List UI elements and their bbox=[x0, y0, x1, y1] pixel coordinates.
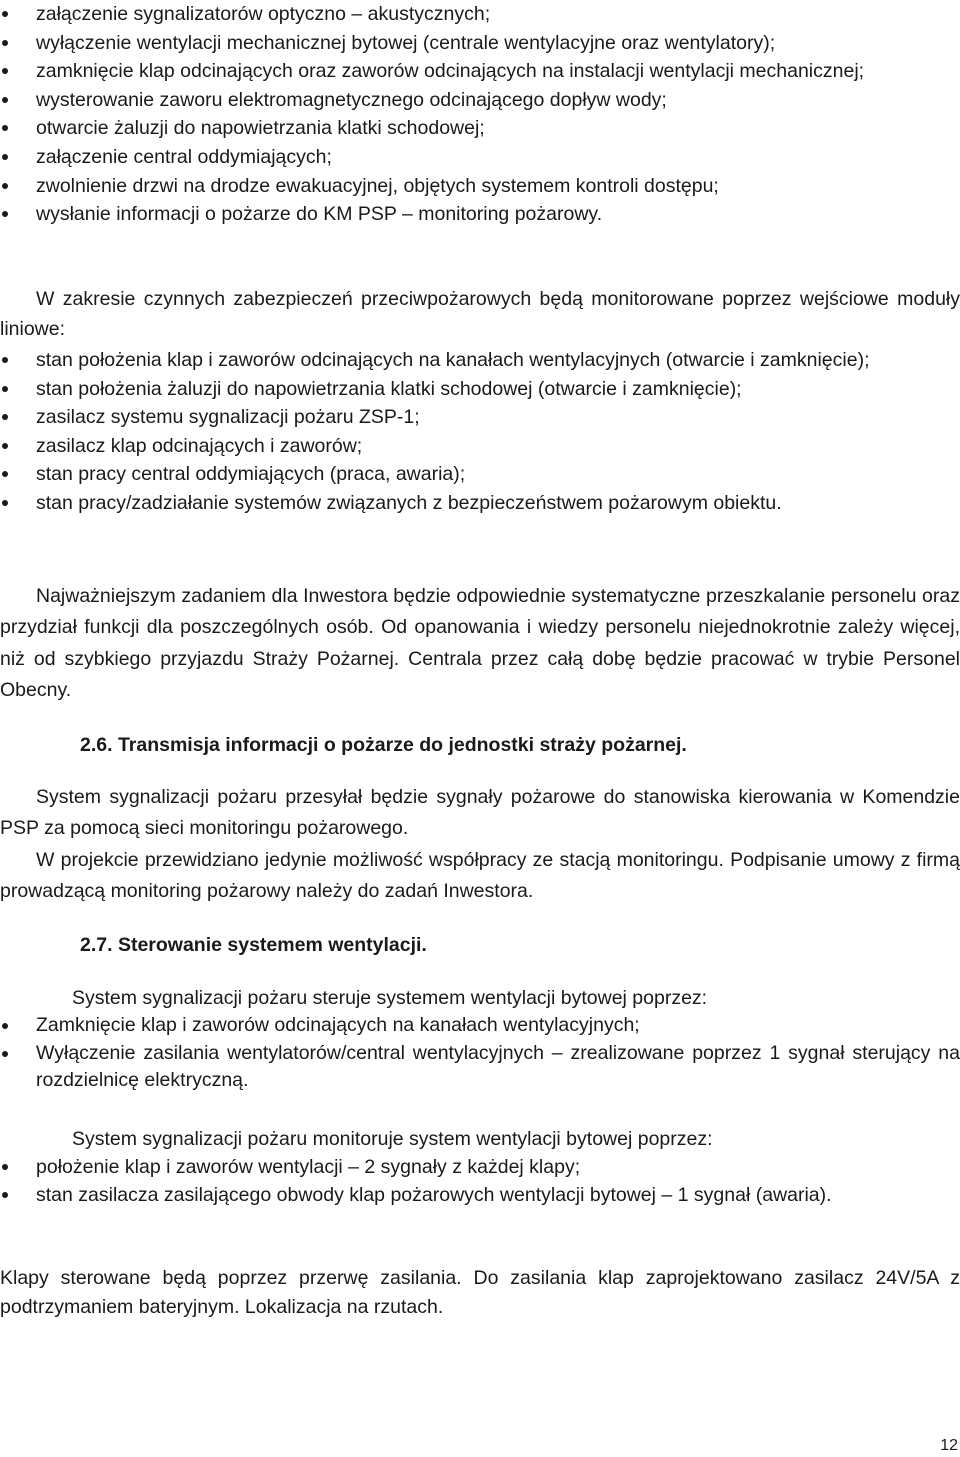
list-item: Zamknięcie klap i zaworów odcinających na kanałach wentylacyjnych; bbox=[0, 1012, 960, 1040]
list-item: stan zasilacza zasilającego obwody klap pożarowych wentylacji bytowej – 1 sygnał (awaria). bbox=[0, 1181, 960, 1209]
paragraph-najwazniejszym: Najważniejszym zadaniem dla Inwestora będzie odpowiednie systematyczne przeszkalanie personelu oraz przydział funkcji dla poszczególnych osób. Od opanowania i wiedzy personelu niejednokrotnie zależy więcej, niż od szybkiego przyjazdu Straży Pożarnej. Centrala przez całą dobę będzie pracować w trybie Personel Obecny. bbox=[0, 585, 960, 701]
list-item: stan położenia żaluzji do napowietrzania klatki schodowej (otwarcie i zamknięcie); bbox=[0, 375, 960, 404]
paragraph-steruje: System sygnalizacji pożaru steruje systemem wentylacji bytowej poprzez: bbox=[72, 987, 708, 1009]
paragraph-monitoring: W zakresie czynnych zabezpieczeń przeciwpożarowych będą monitorowane poprzez wejściowe moduły liniowe: bbox=[0, 288, 960, 340]
list-item: stan pracy central oddymiających (praca, awaria); bbox=[0, 460, 960, 489]
list-item: zasilacz klap odcinających i zaworów; bbox=[0, 432, 960, 461]
paragraph-monitoruje: System sygnalizacji pożaru monitoruje system wentylacji bytowej poprzez: bbox=[72, 1128, 713, 1150]
list-item: zwolnienie drzwi na drodze ewakuacyjnej, objętych systemem kontroli dostępu; bbox=[0, 172, 960, 201]
list-item: położenie klap i zaworów wentylacji – 2 sygnały z każdej klapy; bbox=[0, 1153, 960, 1181]
list-item: wyłączenie wentylacji mechanicznej bytowej (centrale wentylacyjne oraz wentylatory); bbox=[0, 29, 960, 58]
paragraph-system: System sygnalizacji pożaru przesyłał będzie sygnały pożarowe do stanowiska kierowania w Komendzie PSP za pomocą sieci monitoringu pożarowego. bbox=[0, 786, 960, 839]
list-item: zasilacz systemu sygnalizacji pożaru ZSP-1; bbox=[0, 403, 960, 432]
bullet-list-actions bbox=[0, 0, 960, 229]
list-item: stan położenia klap i zaworów odcinających na kanałach wentylacyjnych (otwarcie i zamknięcie); bbox=[0, 346, 960, 375]
paragraph-projekt: W projekcie przewidziano jedynie możliwość współpracy ze stacją monitoringu. Podpisanie umowy z firmą prowadzącą monitoring pożarowy należy do zadań Inwestora. bbox=[0, 849, 960, 902]
list-item: załączenie sygnalizatorów optyczno – akustycznych; bbox=[0, 0, 960, 29]
section-heading-2-7: 2.7. Sterowanie systemem wentylacji. bbox=[80, 934, 427, 956]
list-item: załączenie central oddymiających; bbox=[0, 143, 960, 172]
list-item: zamknięcie klap odcinających oraz zaworów odcinających na instalacji wentylacji mechanicznej; bbox=[0, 57, 960, 86]
list-item: Wyłączenie zasilania wentylatorów/central wentylacyjnych – zrealizowane poprzez 1 sygnał sterujący na rozdzielnicę elektryczną. bbox=[0, 1040, 960, 1095]
list-item: wysłanie informacji o pożarze do KM PSP – monitoring pożarowy. bbox=[0, 200, 960, 229]
bullet-list-steruje bbox=[0, 1012, 960, 1095]
list-item: wysterowanie zaworu elektromagnetycznego odcinającego dopływ wody; bbox=[0, 86, 960, 115]
list-item: otwarcie żaluzji do napowietrzania klatki schodowej; bbox=[0, 114, 960, 143]
list-item: stan pracy/zadziałanie systemów związanych z bezpieczeństwem pożarowym obiektu. bbox=[0, 489, 960, 518]
bullet-list-monitoring bbox=[0, 346, 960, 517]
section-heading-2-6: 2.6. Transmisja informacji o pożarze do jednostki straży pożarnej. bbox=[80, 734, 687, 756]
bullet-list-monitoruje bbox=[0, 1153, 960, 1209]
paragraph-klapy: Klapy sterowane będą poprzez przerwę zasilania. Do zasilania klap zaprojektowano zasilacz 24V/5A z podtrzymaniem bateryjnym. Lokalizacja na rzutach. bbox=[0, 1267, 960, 1318]
page-number: 12 bbox=[940, 1437, 958, 1454]
